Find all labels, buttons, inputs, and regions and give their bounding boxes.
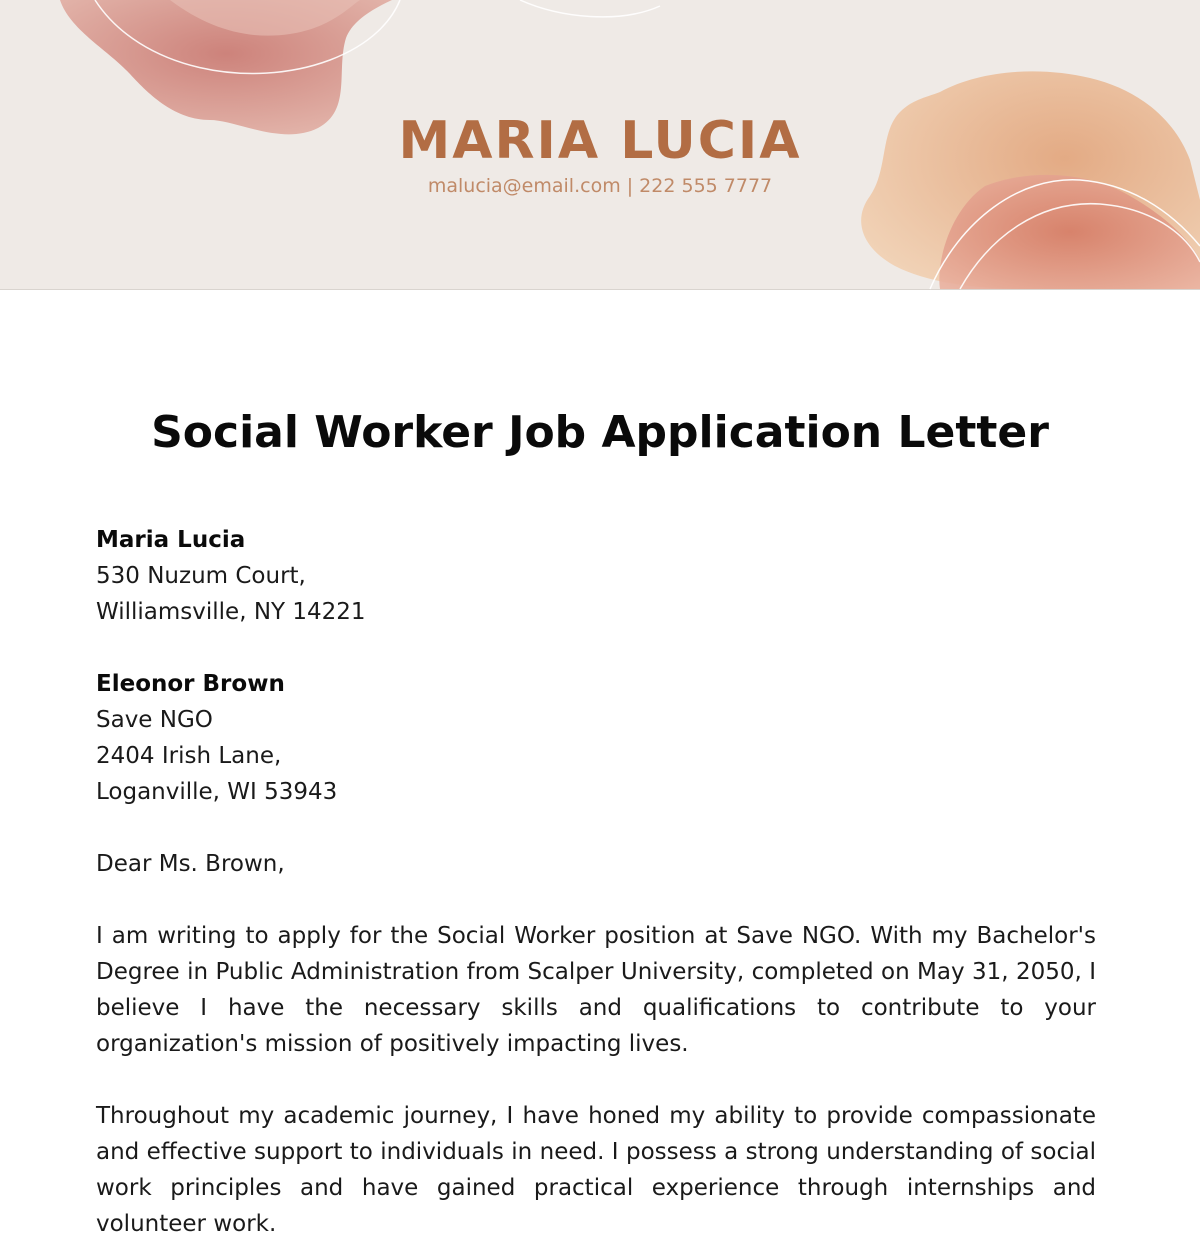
recipient-organization: Save NGO xyxy=(96,707,213,733)
sender-address-line2: Williamsville, NY 14221 xyxy=(96,599,366,625)
sender-address-line1: 530 Nuzum Court, xyxy=(96,563,306,589)
letterhead-name: MARIA LUCIA xyxy=(398,111,802,171)
recipient-address-line2: Loganville, WI 53943 xyxy=(96,779,338,805)
body-paragraph: Throughout my academic journey, I have honed my ability to provide compassionate and effective support to individuals in need. I possess a strong understanding of social work principles and have gained practical experience through internships and volunteer work. xyxy=(96,1103,1096,1237)
recipient-name: Eleonor Brown xyxy=(96,671,285,697)
letterhead-banner xyxy=(0,0,1200,290)
letterhead-contact: malucia@email.com | 222 555 7777 xyxy=(427,175,773,197)
sender-block xyxy=(96,522,1096,630)
sender-name: Maria Lucia xyxy=(96,527,246,553)
recipient-block xyxy=(96,666,1096,810)
letter-body xyxy=(96,522,1096,1242)
salutation: Dear Ms. Brown, xyxy=(96,851,285,877)
document-title: Social Worker Job Application Letter xyxy=(151,407,1049,458)
recipient-address-line1: 2404 Irish Lane, xyxy=(96,743,282,769)
body-paragraph: I am writing to apply for the Social Worker position at Save NGO. With my Bachelor's Degree in Public Administration from Scalper University, completed on May 31, 2050, I believe I have the necessary skills and qualifications to contribute to your organization's mission of positively impacting lives. xyxy=(96,923,1096,1057)
